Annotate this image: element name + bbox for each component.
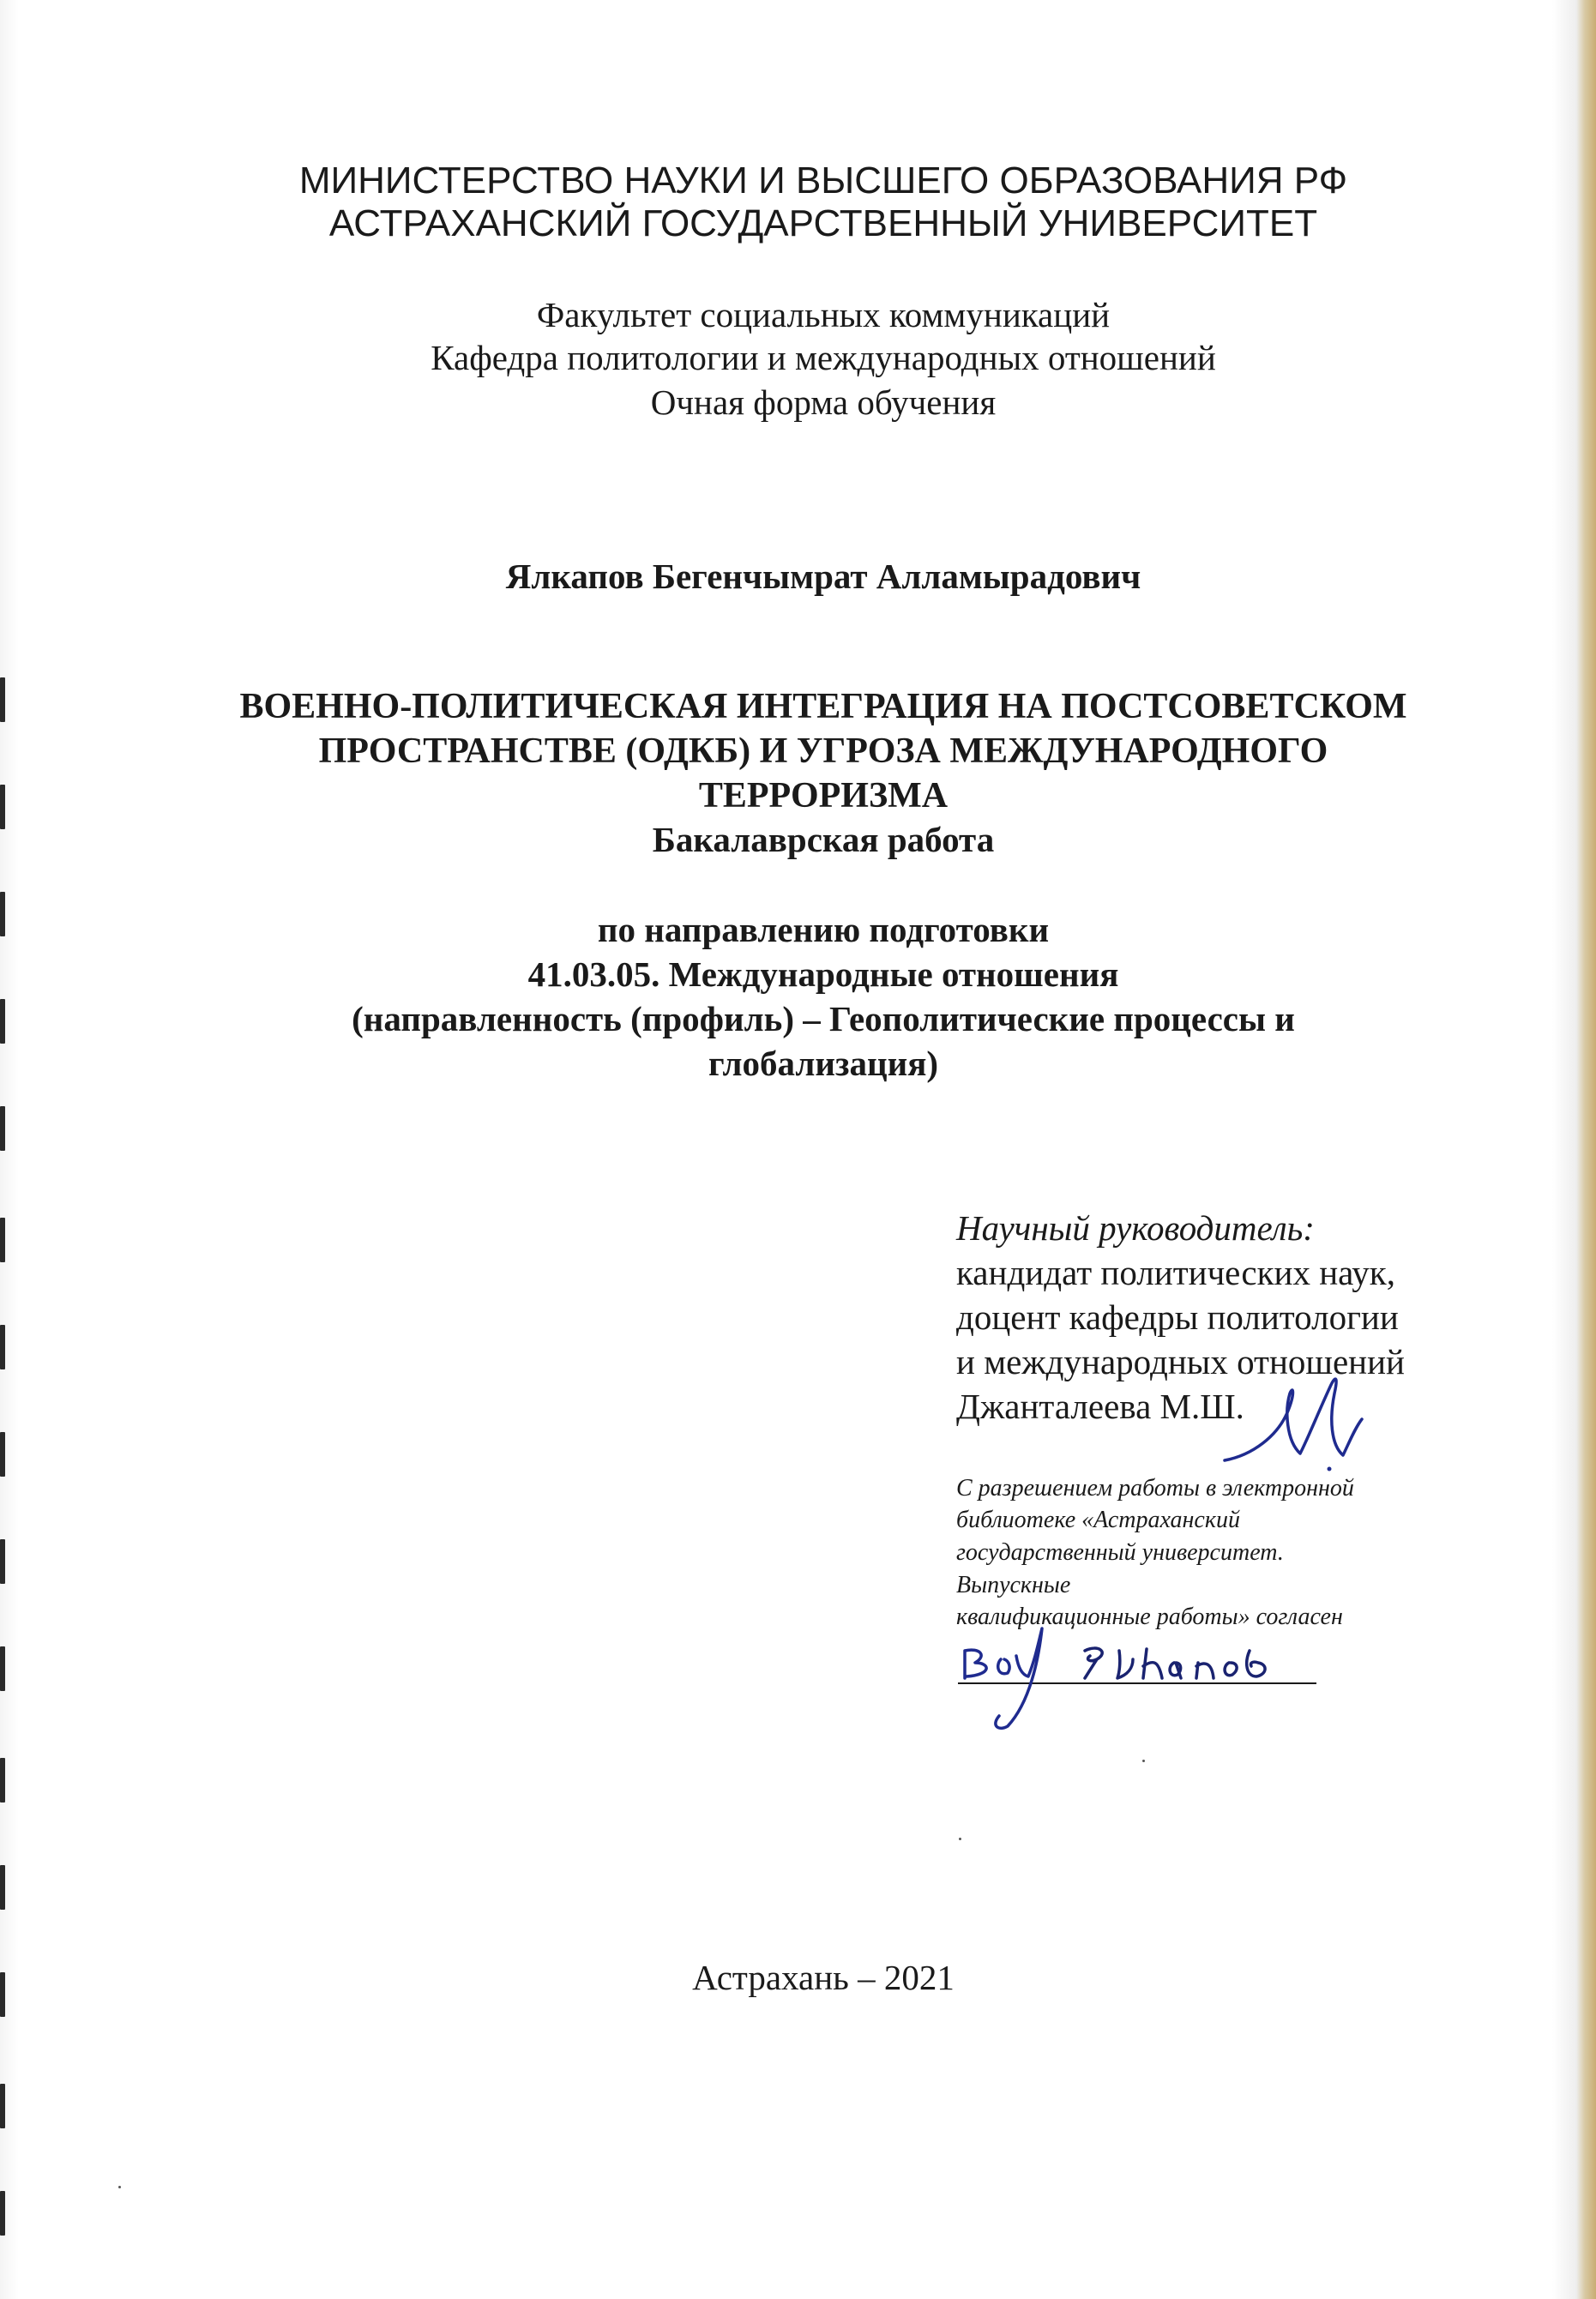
- supervisor-label: Научный руководитель:: [956, 1208, 1315, 1248]
- supervisor-line: доцент кафедры политологии: [956, 1297, 1399, 1337]
- binding-mark: [0, 1646, 5, 1691]
- ministry-name: МИНИСТЕРСТВО НАУКИ И ВЫСШЕГО ОБРАЗОВАНИЯ РФ: [298, 159, 1348, 202]
- binding-mark: [0, 1432, 5, 1477]
- supervisor-signature: [1218, 1359, 1389, 1471]
- direction-line: по направлению подготовки: [597, 910, 1050, 949]
- binding-mark: [0, 1972, 5, 2017]
- binding-mark: [0, 1325, 5, 1369]
- direction-line: глобализация): [708, 1044, 939, 1083]
- work-title-line: ПРОСТРАНСТВЕ (ОДКБ) И УГРОЗА МЕЖДУНАРОДНОГО: [318, 731, 1328, 771]
- permission-line: Выпускные: [956, 1572, 1071, 1598]
- permission-line: С разрешением работы в электронной: [956, 1475, 1354, 1502]
- author-name: Ялкапов Бегенчымрат Алламырадович: [505, 557, 1141, 596]
- work-title-line: ВОЕННО-ПОЛИТИЧЕСКАЯ ИНТЕГРАЦИЯ НА ПОСТСОВЕТСКОМ: [239, 687, 1407, 726]
- supervisor-line: кандидат политических наук,: [956, 1253, 1395, 1292]
- binding-mark: [0, 1539, 5, 1584]
- binding-mark: [0, 1865, 5, 1910]
- supervisor-line: и международных отношений: [956, 1342, 1405, 1381]
- binding-mark: [0, 892, 5, 936]
- permission-line: библиотеке «Астраханский: [956, 1507, 1240, 1533]
- department-name: Кафедра политологии и международных отношений: [431, 338, 1216, 377]
- binding-mark: [0, 999, 5, 1044]
- binding-mark: [0, 1758, 5, 1802]
- work-type: Бакалаврская работа: [652, 820, 995, 859]
- supervisor-name: Джанталеева М.Ш.: [956, 1387, 1244, 1426]
- study-form: Очная форма обучения: [650, 382, 997, 422]
- binding-mark: [0, 785, 5, 829]
- faculty-name: Факультет социальных коммуникаций: [536, 295, 1111, 334]
- author-signature: [956, 1625, 1325, 1736]
- binding-mark: [0, 1218, 5, 1262]
- binding-mark: [0, 677, 5, 722]
- paper-speck: [118, 2186, 121, 2188]
- direction-line: 41.03.05. Международные отношения: [527, 954, 1119, 994]
- permission-line: квалификационные работы» согласен: [956, 1604, 1343, 1630]
- binding-mark: [0, 2084, 5, 2128]
- direction-line: (направленность (профиль) – Геополитические процессы и: [352, 999, 1295, 1038]
- university-name: АСТРАХАНСКИЙ ГОСУДАРСТВЕННЫЙ УНИВЕРСИТЕТ: [328, 202, 1318, 244]
- binding-mark: [0, 1106, 5, 1151]
- work-title-line: ТЕРРОРИЗМА: [698, 776, 949, 815]
- paper-speck: [959, 1838, 961, 1840]
- city-year: Астрахань – 2021: [692, 1958, 955, 1997]
- permission-line: государственный университет.: [956, 1539, 1284, 1566]
- paper-speck: [1142, 1760, 1145, 1762]
- binding-mark: [0, 2191, 5, 2236]
